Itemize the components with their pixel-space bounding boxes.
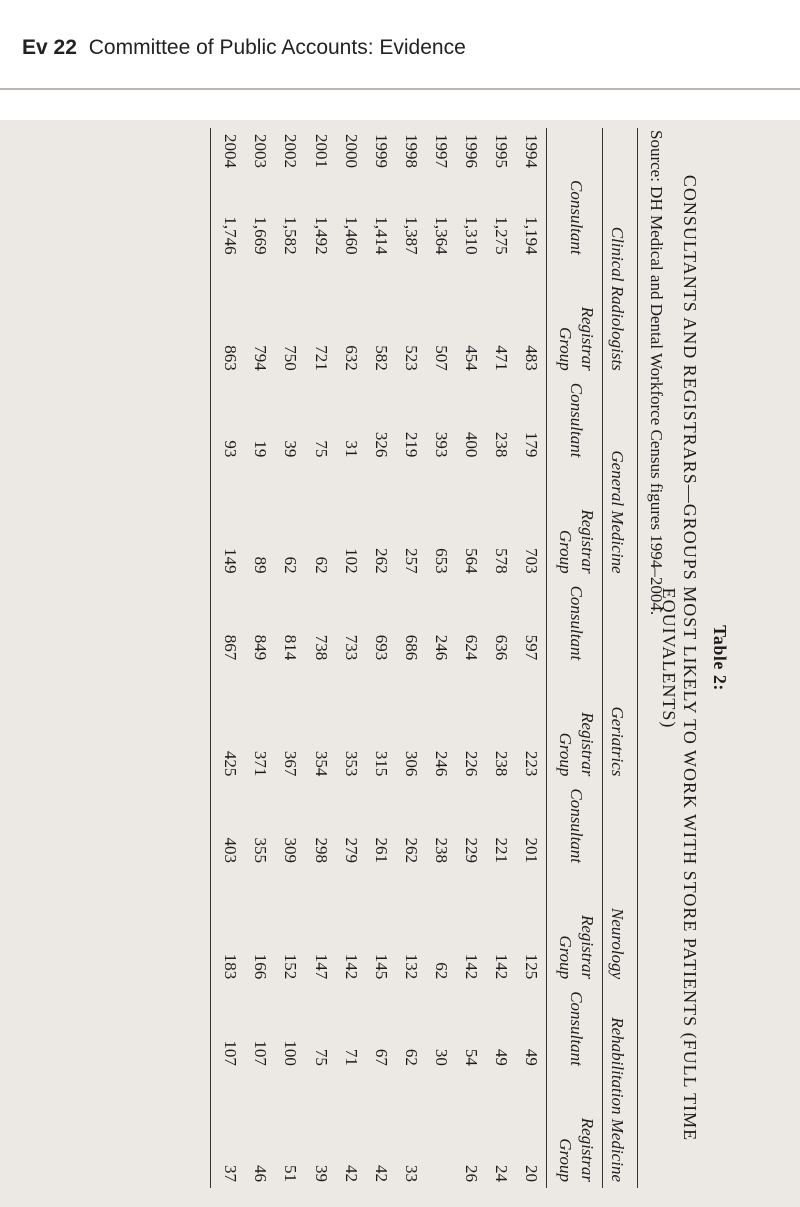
value-cell: 147 [311, 953, 331, 980]
value-cell: 19 [251, 440, 271, 458]
value-cell: 309 [281, 837, 301, 864]
value-cell: 238 [492, 750, 512, 777]
year-cell: 2003 [251, 134, 271, 168]
value-cell: 142 [492, 953, 512, 980]
value-cell: 75 [311, 1048, 331, 1066]
value-cell: 49 [492, 1048, 512, 1066]
workforce-table [210, 128, 632, 1188]
table-row [516, 128, 547, 1188]
value-cell [426, 1072, 456, 1188]
value-cell: 355 [251, 837, 271, 864]
value-cell: 507 [431, 345, 451, 371]
column-header: Registrar Group [547, 463, 603, 579]
value-cell: 354 [311, 750, 331, 777]
column-header: Consultant [547, 580, 603, 667]
table-row [211, 128, 246, 1188]
value-cell: 26 [462, 1165, 482, 1182]
column-header: Registrar Group [547, 261, 603, 377]
value-cell: 624 [462, 634, 482, 661]
column-header: Registrar Group [547, 1072, 603, 1188]
year-cell: 2000 [341, 134, 361, 168]
value-cell: 371 [251, 750, 271, 777]
table-top-rule [637, 128, 638, 1188]
value-cell: 262 [371, 548, 391, 574]
value-cell: 632 [341, 345, 361, 371]
value-cell: 102 [341, 548, 361, 574]
year-cell: 2004 [211, 128, 246, 174]
group-header: General Medicine [602, 377, 632, 580]
group-header: Clinical Radiologists [602, 174, 632, 377]
table-title: CONSULTANTS AND REGISTRARS—GROUPS MOST LIKELY TO WORK WITH STORE PATIENTS (FULL TIME EQUIVALENTS) [659, 174, 700, 1142]
value-cell: 578 [492, 548, 512, 574]
value-cell: 37 [211, 1072, 246, 1188]
value-cell: 62 [431, 962, 451, 980]
year-header-spacer [602, 128, 632, 174]
value-cell: 125 [522, 953, 542, 980]
value-cell: 733 [341, 634, 361, 661]
value-cell: 353 [341, 750, 361, 777]
column-header: Consultant [547, 782, 603, 869]
value-cell: 597 [522, 634, 542, 661]
value-cell: 393 [431, 431, 451, 458]
value-cell: 315 [371, 750, 391, 777]
value-cell: 471 [492, 345, 512, 371]
year-cell: 1995 [492, 134, 512, 168]
value-cell: 107 [251, 1040, 271, 1066]
group-header: Neurology [602, 782, 632, 985]
year-cell: 1997 [431, 134, 451, 168]
year-cell: 2002 [281, 134, 301, 168]
value-cell: 523 [401, 345, 421, 371]
page-header-text [22, 36, 466, 60]
value-cell: 226 [462, 750, 482, 777]
value-cell: 721 [311, 345, 331, 371]
value-cell: 62 [311, 556, 331, 574]
value-cell: 564 [462, 548, 482, 574]
value-cell: 183 [211, 869, 246, 985]
value-cell: 24 [492, 1165, 512, 1182]
column-header-row [547, 128, 603, 1188]
value-cell: 750 [281, 345, 301, 371]
value-cell: 1,460 [341, 216, 361, 255]
value-cell: 454 [462, 345, 482, 371]
value-cell: 1,582 [281, 216, 301, 255]
value-cell: 179 [522, 431, 542, 458]
value-cell: 262 [401, 837, 421, 864]
page-header-title: Committee of Public Accounts: Evidence [88, 36, 466, 59]
value-cell: 794 [251, 345, 271, 371]
value-cell: 306 [401, 750, 421, 777]
value-cell: 229 [462, 837, 482, 864]
value-cell: 46 [251, 1165, 271, 1182]
value-cell: 142 [341, 953, 361, 980]
year-cell: 1998 [401, 134, 421, 168]
value-cell: 145 [371, 953, 391, 980]
value-cell: 93 [211, 377, 246, 464]
value-cell: 1,275 [492, 216, 512, 255]
value-cell: 636 [492, 634, 512, 661]
value-cell: 132 [401, 953, 421, 980]
table-row [486, 128, 516, 1188]
table-row [426, 128, 456, 1188]
year-cell: 1994 [522, 134, 542, 168]
value-cell: 221 [492, 837, 512, 864]
table-label: Table 2: [710, 625, 730, 691]
group-header: Rehabilitation Medicine [602, 985, 632, 1188]
table-row [336, 128, 366, 1188]
value-cell: 75 [311, 440, 331, 458]
value-cell: 1,492 [311, 216, 331, 255]
column-header: Registrar Group [547, 869, 603, 985]
value-cell: 166 [251, 953, 271, 980]
value-cell: 246 [431, 750, 451, 777]
table-row [456, 128, 486, 1188]
value-cell: 400 [462, 431, 482, 458]
value-cell: 42 [341, 1165, 361, 1182]
column-header: Consultant [547, 985, 603, 1072]
value-cell: 1,746 [211, 174, 246, 261]
value-cell: 100 [281, 1040, 301, 1066]
column-header: Consultant [547, 377, 603, 464]
table-body [211, 128, 547, 1188]
header-divider [0, 88, 800, 90]
value-cell: 246 [431, 634, 451, 661]
value-cell: 201 [522, 837, 542, 864]
value-cell: 33 [401, 1165, 421, 1182]
table-row [306, 128, 336, 1188]
value-cell: 238 [431, 837, 451, 864]
value-cell: 326 [371, 431, 391, 458]
table-row [396, 128, 426, 1188]
value-cell: 863 [211, 261, 246, 377]
value-cell: 425 [211, 666, 246, 782]
year-cell: 1996 [462, 134, 482, 168]
value-cell: 483 [522, 345, 542, 371]
value-cell: 62 [281, 556, 301, 574]
value-cell: 261 [371, 837, 391, 864]
value-cell: 20 [522, 1165, 542, 1182]
value-cell: 367 [281, 750, 301, 777]
value-cell: 67 [371, 1048, 391, 1066]
table-row [245, 128, 275, 1188]
value-cell: 142 [462, 953, 482, 980]
table-row [366, 128, 396, 1188]
value-cell: 89 [251, 556, 271, 574]
value-cell: 223 [522, 750, 542, 777]
value-cell: 149 [211, 463, 246, 579]
value-cell: 1,310 [462, 216, 482, 255]
value-cell: 71 [341, 1048, 361, 1066]
value-cell: 107 [211, 985, 246, 1072]
value-cell: 257 [401, 548, 421, 574]
value-cell: 279 [341, 837, 361, 864]
value-cell: 39 [281, 440, 301, 458]
value-cell: 849 [251, 634, 271, 661]
value-cell: 51 [281, 1165, 301, 1182]
column-group-row [602, 128, 632, 1188]
year-cell: 2001 [311, 134, 331, 168]
value-cell: 1,414 [371, 216, 391, 255]
year-header-spacer [547, 128, 603, 174]
page-header [0, 0, 800, 120]
value-cell: 238 [492, 431, 512, 458]
value-cell: 582 [371, 345, 391, 371]
value-cell: 298 [311, 837, 331, 864]
value-cell: 693 [371, 634, 391, 661]
column-header: Registrar Group [547, 666, 603, 782]
value-cell: 219 [401, 431, 421, 458]
value-cell: 814 [281, 634, 301, 661]
column-header: Consultant [547, 174, 603, 261]
value-cell: 62 [401, 1048, 421, 1066]
value-cell: 42 [371, 1165, 391, 1182]
value-cell: 867 [211, 580, 246, 667]
table-source: Source: DH Medical and Dental Workforce Census figures 1994–2004. [647, 130, 666, 616]
value-cell: 30 [431, 1048, 451, 1066]
value-cell: 39 [311, 1165, 331, 1182]
group-header: Geriatrics [602, 580, 632, 783]
value-cell: 738 [311, 634, 331, 661]
value-cell: 54 [462, 1048, 482, 1066]
value-cell: 1,387 [401, 216, 421, 255]
value-cell: 653 [431, 548, 451, 574]
page-number: Ev 22 [22, 36, 77, 59]
table-row [275, 128, 305, 1188]
value-cell: 403 [211, 782, 246, 869]
value-cell: 703 [522, 548, 542, 574]
value-cell: 1,669 [251, 216, 271, 255]
value-cell: 31 [341, 440, 361, 458]
value-cell: 152 [281, 953, 301, 980]
year-cell: 1999 [371, 134, 391, 168]
value-cell: 686 [401, 634, 421, 661]
value-cell: 49 [522, 1048, 542, 1066]
rotated-table-sheet [10, 118, 730, 1198]
value-cell: 1,364 [431, 216, 451, 255]
value-cell: 1,194 [522, 216, 542, 255]
